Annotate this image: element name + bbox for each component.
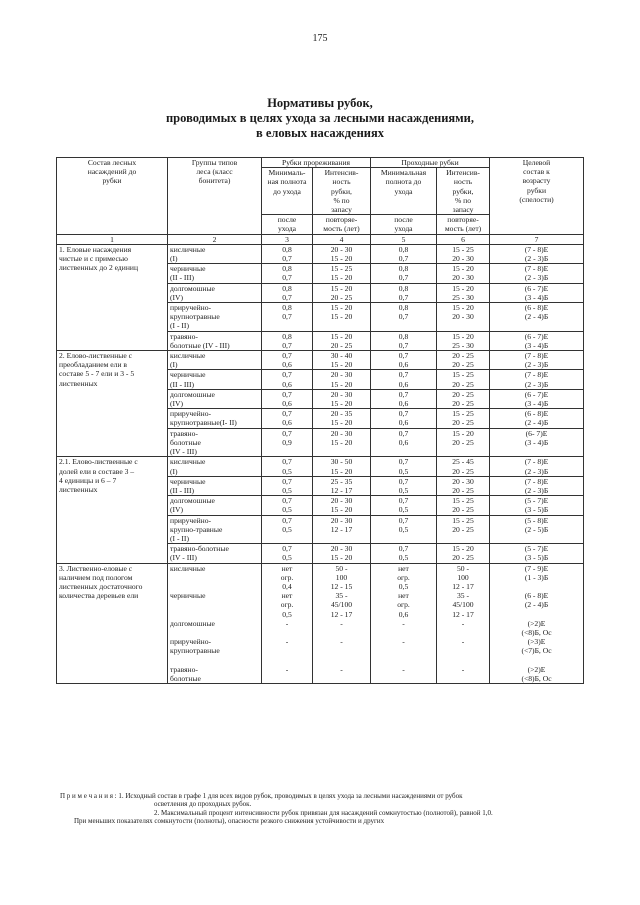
header-intensity-passage: Интенсив- ность рубки, % по запасу xyxy=(437,168,490,215)
value-cell: 50 - 100 12 - 15 35 - 45/100 12 - 17 xyxy=(313,563,371,619)
value-cell: 0,8 0,7 xyxy=(262,264,313,283)
note-line: П р и м е ч а н и я : 1. Исходный состав в графе 1 для всех видов рубок, проводимых в целях ухода за лесными насаждениями от рубок xyxy=(60,792,463,800)
forest-type-cell: долгомошные xyxy=(168,619,262,637)
forest-type-cell: травяно-болотные (IV - III) xyxy=(168,544,262,563)
column-number: 4 xyxy=(313,234,371,244)
value-cell: нет огр. 0,5 нет огр. 0,6 xyxy=(371,563,437,619)
target-cell: (7 - 8)Е (2 - 3)Б xyxy=(490,244,584,263)
target-cell: (7 - 9)Е (1 - 3)Б (6 - 8)Е (2 - 4)Б xyxy=(490,563,584,619)
value-cell: 0,7 0,5 xyxy=(262,544,313,563)
target-cell: (6- 7)Е (3 - 4)Б xyxy=(490,428,584,457)
forest-type-cell: кисличные черничные xyxy=(168,563,262,619)
value-cell: 0,7 0,6 xyxy=(262,389,313,408)
value-cell: 0,7 0,6 xyxy=(371,409,437,428)
forest-type-cell: травяно- болотные (IV - III) xyxy=(168,331,262,350)
value-cell: 0,7 0,5 xyxy=(262,476,313,495)
value-cell: 15 - 25 20 - 25 xyxy=(437,496,490,515)
value-cell: 20 - 30 15 - 20 xyxy=(313,496,371,515)
target-cell: (>3)Е (<7)Б, Ос xyxy=(490,637,584,665)
value-cell: 20 - 25 20 - 25 xyxy=(437,351,490,370)
value-cell: 0,7 0,6 xyxy=(371,428,437,457)
target-cell: (7 - 8)Е (2 - 3)Б xyxy=(490,264,584,283)
header-min-density-passage: Минимальная полнота до ухода xyxy=(371,168,437,215)
value-cell: - xyxy=(437,637,490,665)
value-cell: 0,7 0,5 xyxy=(262,515,313,544)
value-cell: - xyxy=(371,665,437,684)
value-cell: 0,8 0,7 xyxy=(371,303,437,332)
value-cell: 0,8 0,7 xyxy=(262,244,313,263)
value-cell: 0,7 0,6 xyxy=(371,389,437,408)
value-cell: - xyxy=(437,619,490,637)
value-cell: 50 - 100 12 - 17 35 - 45/100 12 - 17 xyxy=(437,563,490,619)
value-cell: - xyxy=(371,637,437,665)
document-title xyxy=(0,96,640,141)
value-cell: 0,7 0,6 xyxy=(371,351,437,370)
value-cell: 20 - 30 15 - 20 xyxy=(313,428,371,457)
value-cell: 25 - 45 20 - 25 xyxy=(437,457,490,476)
table-row xyxy=(57,457,584,476)
forest-type-cell: травяно- болотные (IV - III) xyxy=(168,428,262,457)
value-cell: 0,8 0,7 xyxy=(371,283,437,302)
target-cell: (>2)Е (<8)Б, Ос xyxy=(490,619,584,637)
target-cell: (7 - 8)Е (2 - 3)Б xyxy=(490,351,584,370)
composition-cell: 3. Лиственно-еловые с наличием под пологом лиственных достаточного количества деревьев ели xyxy=(57,563,168,684)
forest-type-cell: кисличные (I) xyxy=(168,351,262,370)
value-cell: - xyxy=(371,619,437,637)
composition-cell: 1. Еловые насаждения чистые и с примесью лиственных до 2 единиц xyxy=(57,244,168,350)
value-cell: 15 - 20 25 - 30 xyxy=(437,283,490,302)
target-cell: (6 - 7)Е (3 - 4)Б xyxy=(490,331,584,350)
forest-type-cell: долгомошные (IV) xyxy=(168,283,262,302)
forest-type-cell: черничные (II - III) xyxy=(168,370,262,389)
value-cell: 15 - 20 25 - 30 xyxy=(437,331,490,350)
note-line: 2. Максимальный процент интенсивности рубок привязан для насаждений сомкнутостью (полнотой), равной 1,0. xyxy=(154,808,493,817)
value-cell: 20 - 30 15 - 20 xyxy=(313,389,371,408)
forest-type-cell: долгомошные (IV) xyxy=(168,496,262,515)
value-cell: 0,7 0,5 xyxy=(371,515,437,544)
table-row xyxy=(57,351,584,370)
column-number: 2 xyxy=(168,234,262,244)
header-composition: Состав лесных насаждений до рубки xyxy=(57,158,168,235)
value-cell: 0,8 0,7 xyxy=(371,244,437,263)
value-cell: 0,8 0,7 xyxy=(262,303,313,332)
column-number: 6 xyxy=(437,234,490,244)
value-cell: 15 - 20 20 - 30 xyxy=(437,264,490,283)
target-cell: (7 - 8)Е (2 - 3)Б xyxy=(490,370,584,389)
forest-type-cell: черничные (II - III) xyxy=(168,476,262,495)
table-row xyxy=(57,244,584,263)
header-after-care-thinning: после ухода xyxy=(262,215,313,234)
forest-type-cell: долгомошные (IV) xyxy=(168,389,262,408)
target-cell: (7 - 8)Е (2 - 3)Б xyxy=(490,457,584,476)
forest-type-cell: кисличные (I) xyxy=(168,244,262,263)
value-cell: 15 - 25 20 - 30 xyxy=(437,244,490,263)
column-number: 5 xyxy=(371,234,437,244)
value-cell: 15 - 20 20 - 25 xyxy=(437,544,490,563)
forest-type-cell: приручейно- крупно-травные (I - II) xyxy=(168,515,262,544)
composition-cell: 2.1. Елово-лиственные с долей ели в составе 3 – 4 единицы и 6 – 7 лиственных xyxy=(57,457,168,563)
value-cell: нет огр. 0,4 нет огр. 0,5 xyxy=(262,563,313,619)
value-cell: 15 - 25 20 - 25 xyxy=(437,515,490,544)
forest-type-cell: приручейно- крупнотравные(I- II) xyxy=(168,409,262,428)
value-cell: - xyxy=(262,665,313,684)
table-row xyxy=(57,563,584,619)
header-thinning: Рубки прореживания xyxy=(262,158,371,168)
value-cell: 30 - 40 15 - 20 xyxy=(313,351,371,370)
value-cell: 0,7 0,5 xyxy=(262,457,313,476)
forest-type-cell: кисличные (I) xyxy=(168,457,262,476)
value-cell: 0,7 0,9 xyxy=(262,428,313,457)
value-cell: 15 - 25 15 - 20 xyxy=(313,264,371,283)
header-passage: Проходные рубки xyxy=(371,158,490,168)
target-cell: (>2)Е (<8)Б, Ос xyxy=(490,665,584,684)
value-cell: - xyxy=(262,637,313,665)
value-cell: 20 - 30 15 - 20 xyxy=(313,544,371,563)
value-cell: 0,8 0,7 xyxy=(371,264,437,283)
value-cell: 15 - 25 20 - 25 xyxy=(437,370,490,389)
value-cell: 0,7 0,5 xyxy=(371,457,437,476)
value-cell: 0,8 0,7 xyxy=(262,331,313,350)
header-intensity-thinning: Интенсив- ность рубки, % по запасу xyxy=(313,168,371,215)
column-number: 3 xyxy=(262,234,313,244)
value-cell: 20 - 30 20 - 25 xyxy=(437,476,490,495)
value-cell: 20 - 30 12 - 17 xyxy=(313,515,371,544)
value-cell: 0,8 0,7 xyxy=(262,283,313,302)
value-cell: 15 - 20 20 - 25 xyxy=(313,283,371,302)
value-cell: - xyxy=(313,637,371,665)
value-cell: 0,7 0,6 xyxy=(262,351,313,370)
target-cell: (5 - 7)Е (3 - 5)Б xyxy=(490,496,584,515)
header-after-care-passage: после ухода xyxy=(371,215,437,234)
column-number: 7 xyxy=(490,234,584,244)
forest-type-cell: приручейно- крупнотравные (I - II) xyxy=(168,303,262,332)
title-line-3: в еловых насаждениях xyxy=(255,126,384,140)
value-cell: 20 - 25 20 - 25 xyxy=(437,389,490,408)
value-cell: - xyxy=(313,665,371,684)
note-line: осветления до проходных рубок. xyxy=(154,800,252,809)
value-cell: - xyxy=(262,619,313,637)
target-cell: (6 - 7)Е (3 - 4)Б xyxy=(490,283,584,302)
norms-table xyxy=(56,157,584,684)
value-cell: 20 - 35 15 - 20 xyxy=(313,409,371,428)
value-cell: 0,7 0,5 xyxy=(371,496,437,515)
value-cell: 0,7 0,5 xyxy=(371,544,437,563)
target-cell: (6 - 7)Е (3 - 4)Б xyxy=(490,389,584,408)
target-cell: (6 - 8)Е (2 - 4)Б xyxy=(490,409,584,428)
value-cell: 15 - 20 20 - 25 xyxy=(313,331,371,350)
column-number: 1 xyxy=(57,234,168,244)
value-cell: 0,7 0,6 xyxy=(262,409,313,428)
target-cell: (5 - 7)Е (3 - 5)Б xyxy=(490,544,584,563)
target-cell: (5 - 8)Е (2 - 5)Б xyxy=(490,515,584,544)
composition-cell: 2. Елово-лиственные с преобладанием ели в составе 5 - 7 ели и 3 - 5 лиственных xyxy=(57,351,168,457)
value-cell: 0,7 0,5 xyxy=(371,476,437,495)
header-target: Целевой состав к возрасту рубки (спелости) xyxy=(490,158,584,235)
header-forest-type: Группы типов леса (класс бонитета) xyxy=(168,158,262,235)
forest-type-cell: травяно- болотные xyxy=(168,665,262,684)
note-line: При меньших показателях сомкнутости (полноты), опасности резкого снижения устойчивости и других xyxy=(74,817,385,826)
value-cell: 30 - 50 15 - 20 xyxy=(313,457,371,476)
target-cell: (7 - 8)Е (2 - 3)Б xyxy=(490,476,584,495)
page-number: 175 xyxy=(312,33,328,44)
value-cell: 15 - 20 15 - 20 xyxy=(313,303,371,332)
header-min-density-before: Минималь- ная полнота до ухода xyxy=(262,168,313,215)
value-cell: 15 - 25 20 - 25 xyxy=(437,409,490,428)
value-cell: 15 - 20 20 - 30 xyxy=(437,303,490,332)
title-line-2: проводимых в целях ухода за лесными насаждениями, xyxy=(165,111,475,125)
value-cell: 0,8 0,7 xyxy=(371,331,437,350)
value-cell: 20 - 30 15 - 20 xyxy=(313,370,371,389)
header-repeat-passage: повторяе- мость (лет) xyxy=(437,215,490,234)
value-cell: - xyxy=(437,665,490,684)
forest-type-cell: приручейно- крупнотравные xyxy=(168,637,262,665)
value-cell: 25 - 35 12 - 17 xyxy=(313,476,371,495)
value-cell: 0,7 0,5 xyxy=(262,496,313,515)
table-notes xyxy=(60,792,584,826)
value-cell: 20 - 30 15 - 20 xyxy=(313,244,371,263)
value-cell: - xyxy=(313,619,371,637)
forest-type-cell: черничные (II - III) xyxy=(168,264,262,283)
value-cell: 0,7 0,6 xyxy=(371,370,437,389)
target-cell: (6 - 8)Е (2 - 4)Б xyxy=(490,303,584,332)
title-line-1: Нормативы рубок, xyxy=(267,96,373,110)
value-cell: 0,7 0,6 xyxy=(262,370,313,389)
header-repeat-thinning: повторяе- мость (лет) xyxy=(313,215,371,234)
value-cell: 15 - 20 20 - 25 xyxy=(437,428,490,457)
column-number-row xyxy=(57,234,584,244)
